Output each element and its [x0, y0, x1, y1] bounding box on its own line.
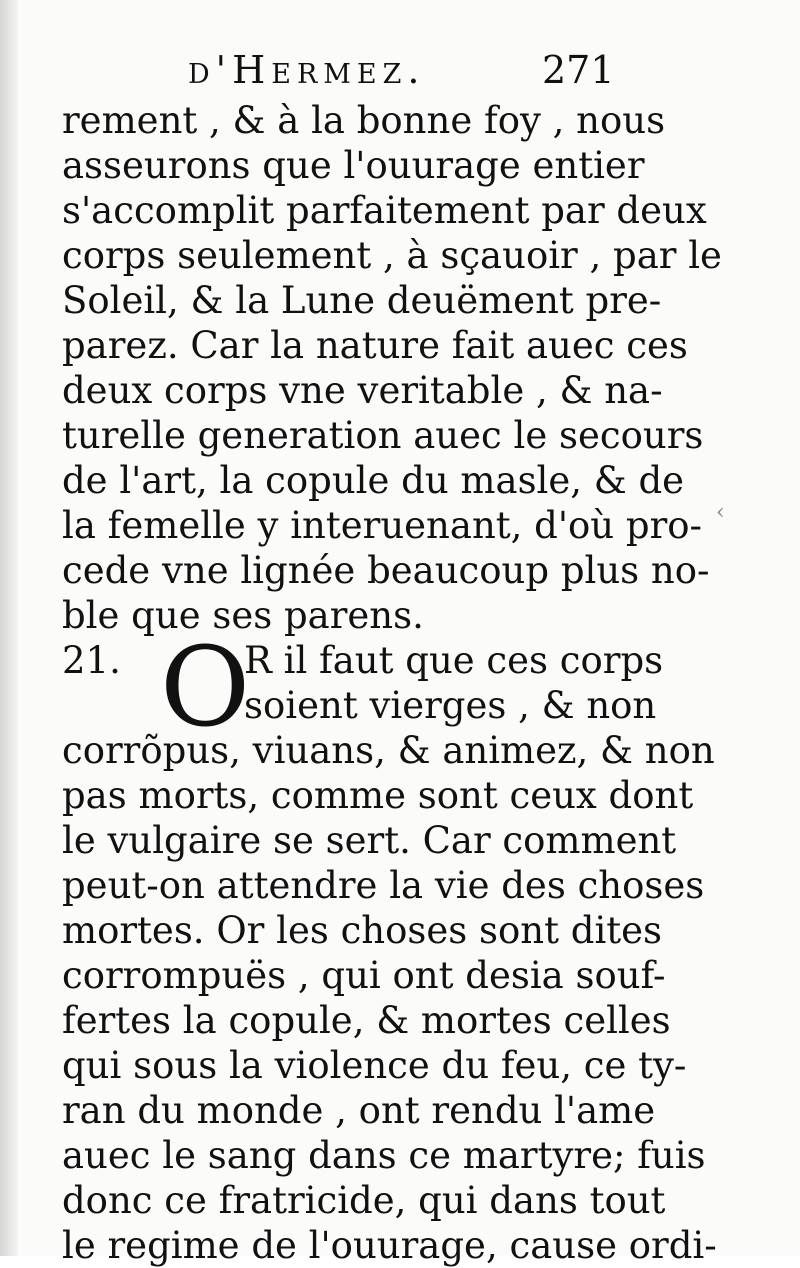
text-line: qui sous la violence du feu, ce ty- — [62, 1044, 687, 1087]
text-line: R il faut que ces corps — [244, 639, 664, 682]
text-line: la femelle y interuenant, d'où pro- — [62, 504, 703, 547]
text-line: cede vne lignée beaucoup plus no- — [62, 549, 710, 592]
text-line: s'accomplit parfaitement par deux — [62, 189, 707, 232]
margin-mark: ‹ — [716, 500, 725, 525]
text-line: asseurons que l'ouurage entier — [62, 144, 645, 187]
text-line: parez. Car la nature fait auec ces — [62, 324, 688, 367]
page-number: 271 — [542, 48, 615, 92]
text-line: le regime de l'ouurage, cause ordi- — [62, 1224, 717, 1267]
section-21 — [62, 623, 717, 1268]
text-line: corrõpus, viuans, & animez, & non — [62, 729, 715, 772]
section-number: 21. — [62, 639, 121, 682]
text-line: de l'art, la copule du masle, & de — [62, 459, 685, 502]
running-head: d'Hermez. — [188, 48, 426, 92]
text-line: mortes. Or les choses sont dites — [62, 909, 663, 952]
text-line: donc ce fratricide, qui dans tout — [62, 1179, 666, 1222]
drop-cap: O — [160, 623, 251, 751]
text-line: le vulgaire se sert. Car comment — [62, 819, 677, 862]
text-line: corps seulement , à sçauoir , par le — [62, 234, 722, 277]
body-text — [62, 98, 722, 1267]
text-line: corrompuës , qui ont desia souf- — [62, 954, 666, 997]
paragraph — [62, 98, 722, 638]
text-line: ble que ses parens. — [62, 594, 424, 637]
text-line: peut-on attendre la vie des choses — [62, 864, 705, 907]
text-line: rement , & à la bonne foy , nous — [62, 99, 666, 142]
text-line: auec le sang dans ce martyre; fuis — [62, 1134, 706, 1177]
text-line: fertes la copule, & mortes celles — [62, 999, 671, 1042]
page-gutter-shadow — [0, 0, 18, 1256]
text-line: soient vierges , & non — [244, 684, 657, 727]
text-line: turelle generation auec le secours — [62, 414, 704, 457]
page-header — [0, 48, 800, 98]
text-line: deux corps vne veritable , & na- — [62, 369, 663, 412]
text-line: pas morts, comme sont ceux dont — [62, 774, 694, 817]
text-line: Soleil, & la Lune deuëment pre- — [62, 279, 662, 322]
text-line: ran du monde , ont rendu l'ame — [62, 1089, 656, 1132]
